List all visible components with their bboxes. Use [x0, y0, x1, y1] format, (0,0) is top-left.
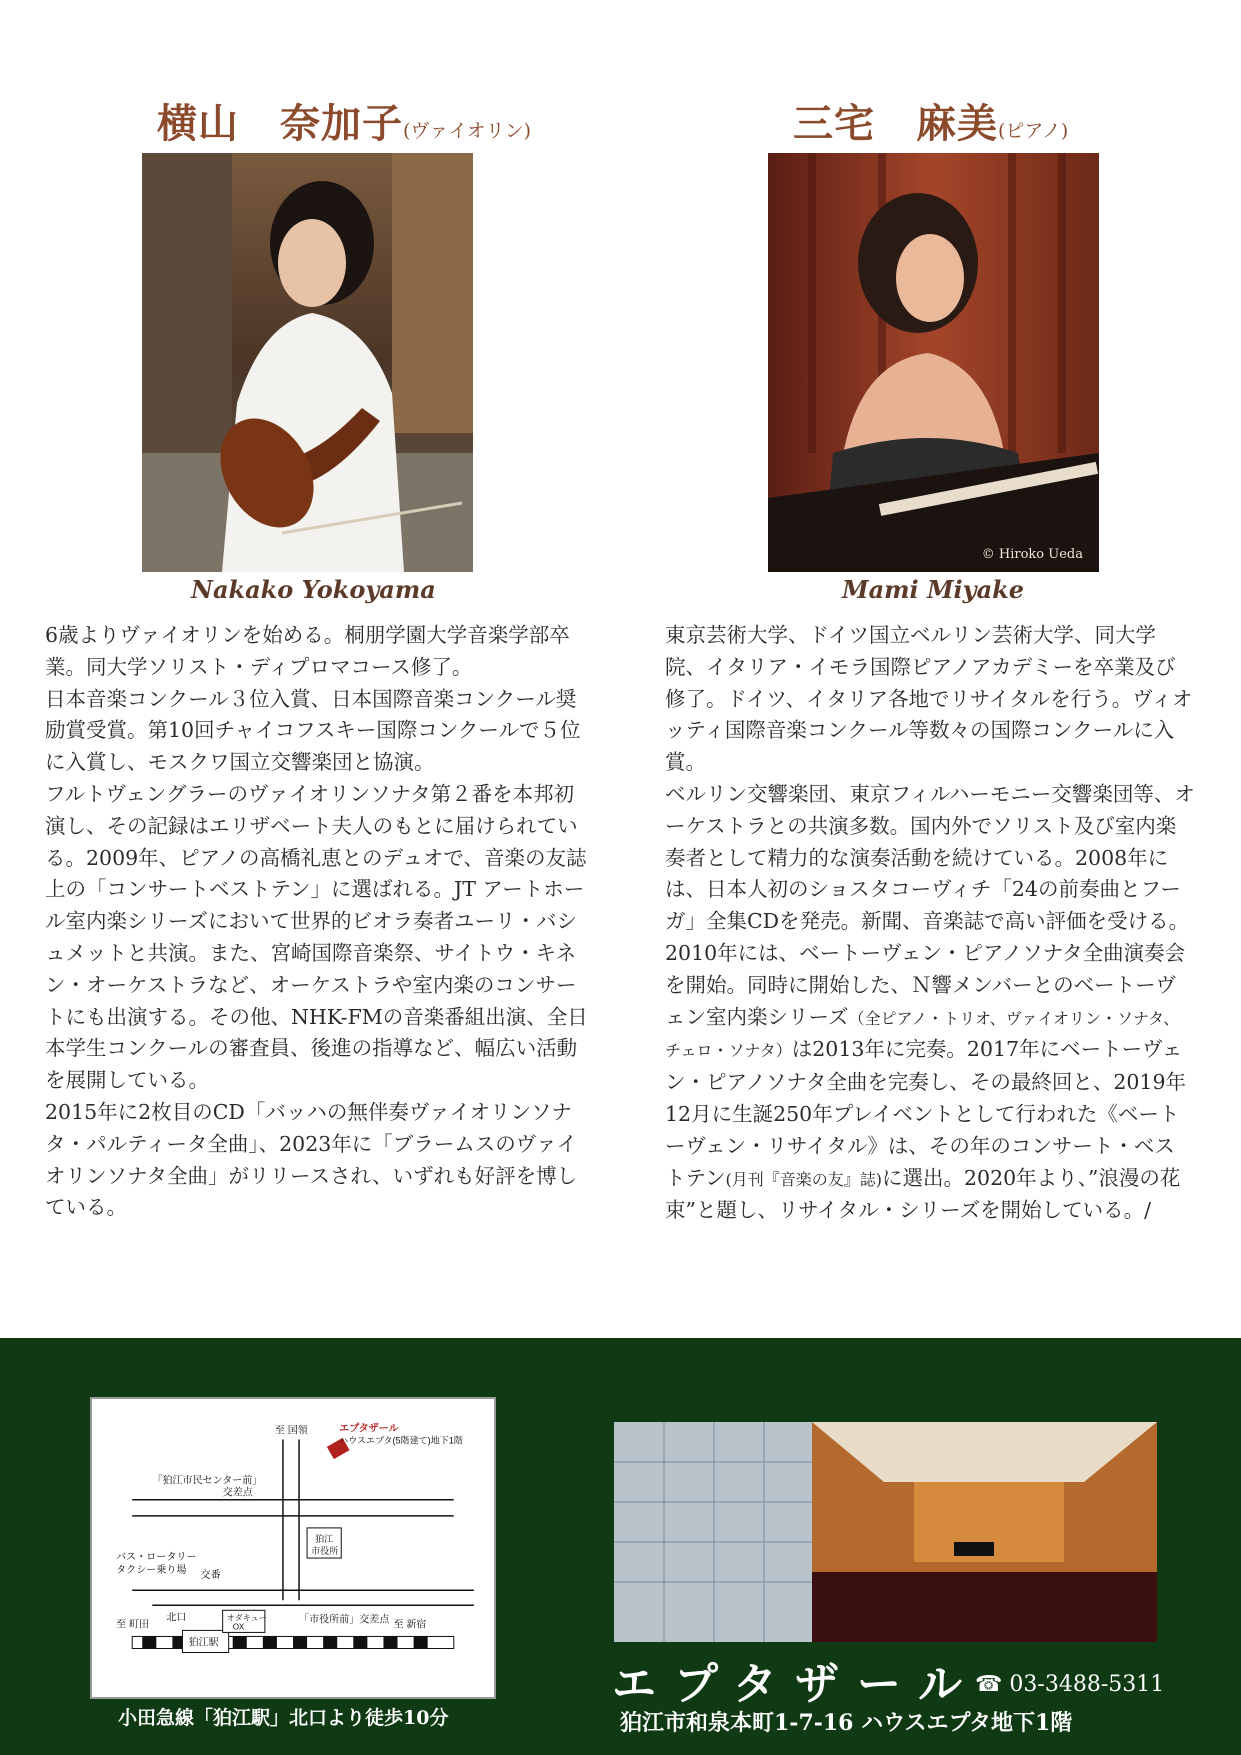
map-bus-label: バス・ロータリー [116, 1552, 197, 1564]
map-north-label: 至 国領 [274, 1425, 308, 1437]
venue-photo [614, 1422, 1157, 1642]
map-koban-label: 交番 [200, 1570, 221, 1582]
photo-credit: © Hiroko Ueda [981, 547, 1083, 562]
map-intersection-top: 「狛江市民センター前」 [152, 1475, 263, 1487]
map-exit-label: 北口 [166, 1612, 187, 1624]
bio-note: （全ピアノ・トリオ、ヴァイオリン・ソナタ、チェロ・ソナタ） [665, 1008, 1180, 1061]
performer-2-bio-para [665, 779, 1195, 1227]
map-east-label: 至 新宿 [393, 1619, 427, 1631]
map-cityhall-2: 市役所 [311, 1546, 339, 1557]
performer-1-bio-para: 6歳よりヴァイオリンを始める。桐朋学園大学音楽学部卒業。同大学ソリスト・ディプロマコース修了。 [45, 623, 570, 679]
performer-2-romaji: Mami Miyake [842, 575, 1025, 604]
performer-2-bio [665, 620, 1195, 1227]
venue-phone: ☎ 03-3488-5311 [975, 1672, 1165, 1697]
map-store-1: オダキュー [226, 1613, 267, 1623]
performer-2-photo [768, 153, 1099, 572]
bio-text: ベルリン交響楽団、東京フィルハーモニー交響楽団等、オーケストラとの共演多数。国内外でソリスト及び室内楽奏者として精力的な演奏活動を続けている。2008年には、日本人初のショスタコーヴィチ「24の前奏曲とフーガ」全集CDを発売。新聞、音楽誌で高い評価を受ける。2010年には、ベートーヴェン・ピアノソナタ全曲演奏会を開始。同時に開始した、Ｎ響メンバーとのベートーヴェン室内楽シリーズ [665, 781, 1195, 1029]
performer-2-name-text: 三宅 麻美 [793, 100, 998, 147]
access-map [90, 1397, 496, 1699]
map-store-2: OX [232, 1622, 245, 1632]
performer-1-romaji: Nakako Yokoyama [191, 575, 436, 604]
map-intersection-bottom: 「市役所前」交差点 [299, 1614, 390, 1626]
performer-1-photo [142, 153, 473, 572]
map-west-label: 至 町田 [116, 1619, 150, 1631]
performer-2-role: (ピアノ) [998, 120, 1069, 142]
map-cityhall-1: 狛江 [315, 1533, 334, 1544]
map-venue-label: エプタザール [339, 1423, 399, 1435]
performer-2-name [793, 92, 1068, 149]
performer-1-name-text: 横山 奈加子 [157, 100, 403, 147]
performer-1-bio-para: フルトヴェングラーのヴァイオリンソナタ第２番を本邦初演し、その記録はエリザベート夫人のもとに届けられている。2009年、ピアノの高橋礼恵とのデュオで、音楽の友誌上の「コンサートベストテン」に選ばれる。JT アートホール室内楽シリーズにおいて世界的ビオラ奏者ユーリ・バシュメットと共演。また、宮崎国際音楽祭、サイトウ・キネン・オーケストラなど、オーケストラや室内楽のコンサートにも出演する。その他、NHK-FMの音楽番組出演、全日本学生コンクールの審査員、後進の指導など、幅広い活動を展開している。 [45, 781, 588, 1093]
performer-1-name [157, 92, 531, 149]
map-intersection-top-2: 交差点 [222, 1487, 253, 1499]
map-station-label: 狛江駅 [188, 1637, 219, 1649]
performer-1-bio [45, 620, 590, 1224]
map-taxi-label: タクシー乗り場 [116, 1565, 187, 1577]
map-caption: 小田急線「狛江駅」北口より徒歩10分 [118, 1707, 449, 1729]
performer-2-bio-para: 東京芸術大学、ドイツ国立ベルリン芸術大学、同大学院、イタリア・イモラ国際ピアノアカデミーを卒業及び修了。ドイツ、イタリア各地でリサイタルを行う。ヴィオッティ国際音楽コンクール等数々の国際コンクールに入賞。 [665, 623, 1193, 775]
venue-name: エプタザール [612, 1659, 981, 1710]
performer-1-bio-para: 日本音楽コンクール３位入賞、日本国際音楽コンクール奨励賞受賞。第10回チャイコフスキー国際コンクールで５位に入賞し、モスクワ国立交響楽団と協演。 [45, 686, 581, 775]
venue-address: 狛江市和泉本町1-7-16 ハウスエプタ地下1階 [620, 1710, 1073, 1736]
map-venue-sub: ハウスエプタ(5階建て)地下1階 [339, 1435, 463, 1446]
bio-text: に選出。2020年より、”浪漫の花束”と題し、リサイタル・シリーズを開始している。/ [665, 1165, 1181, 1223]
performer-1-bio-para: 2015年に2枚目のCD「バッハの無伴奏ヴァイオリンソナタ・パルティータ全曲」、2023年に「ブラームスのヴァイオリンソナタ全曲」がリリースされ、いずれも好評を博している。 [45, 1099, 578, 1220]
bio-note: (月刊『音楽の友』誌) [725, 1169, 882, 1189]
bio-text: は2013年に完奏。2017年にベートーヴェン・ピアノソナタ全曲を完奏し、その最終回と、2019年12月に生誕250年プレイベントとして行われた《ベートーヴェン・リサイタル》は、その年のコンサート・ベストテン [665, 1037, 1187, 1190]
performer-1-role: (ヴァイオリン) [403, 120, 532, 142]
